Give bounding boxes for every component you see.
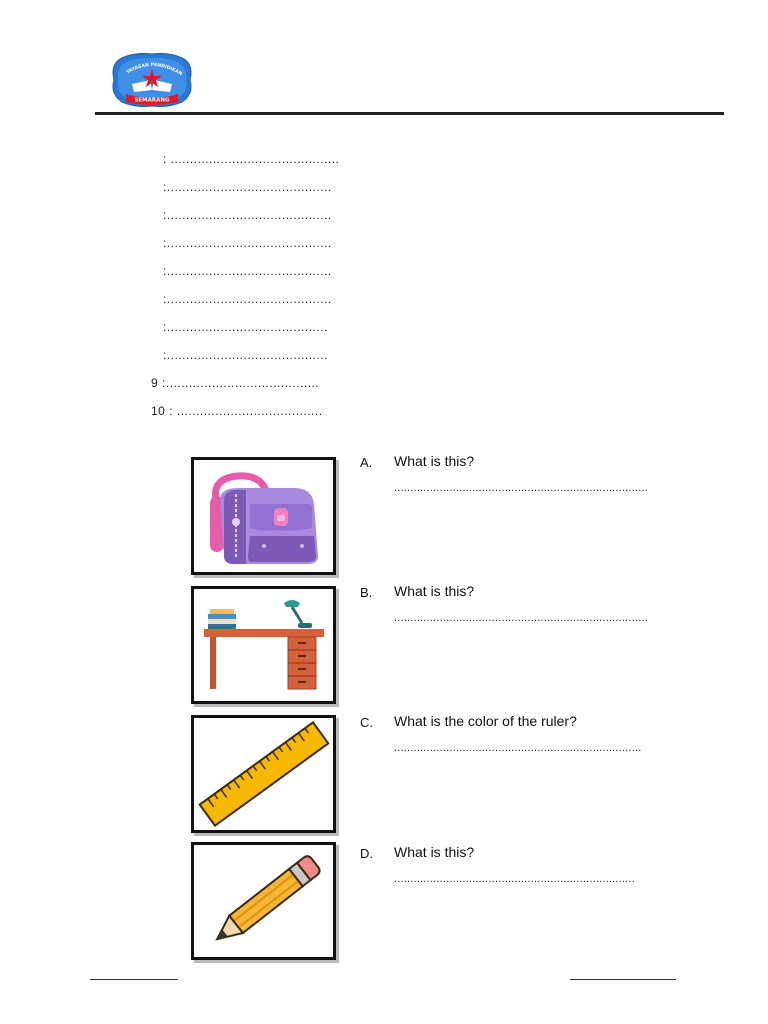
picture-frame-c [191,715,336,833]
answer-line-dots: :........................................... [163,180,332,194]
header-divider [95,112,724,115]
school-logo-icon [108,50,196,110]
footer-signature-line-right [570,979,676,980]
question-letter-c: C. [360,715,373,730]
answer-blank-d[interactable]: .......................................................................... [394,873,635,885]
answer-blank-b[interactable]: .............................................................................. [394,612,648,624]
answer-line-label: 9 [151,376,159,390]
answer-line-label: 10 [151,404,166,418]
answer-line-10[interactable] [151,404,323,418]
answer-line-5[interactable] [163,264,332,278]
ruler-icon [194,718,333,830]
answer-line-dots: :.......................................... [163,348,328,362]
answer-line-dots: :.......................................... [163,320,328,334]
answer-line-1[interactable] [163,152,339,166]
footer-signature-line-left [90,979,178,980]
school-logo [108,50,196,110]
answer-line-7[interactable] [163,320,328,334]
logo-arc-text: YAYASAN PENDIDIKAN [125,62,183,78]
answer-line-dots: : ............................................ [163,152,340,166]
desk-icon [194,589,333,701]
answer-line-dots: : ...................................... [165,404,323,418]
answer-blank-a[interactable]: .............................................................................. [394,482,648,494]
answer-line-9[interactable] [151,376,319,390]
answer-line-3[interactable] [163,208,332,222]
answer-line-8[interactable] [163,348,328,362]
answer-line-dots: :........................................... [163,236,332,250]
picture-frame-a [191,457,336,575]
picture-frame-b [191,586,336,704]
pencil-icon [194,845,333,957]
answer-line-dots: :........................................... [163,208,332,222]
question-text-c: What is the color of the ruler? [394,713,577,729]
logo-banner-text: SEMARANG [134,97,170,104]
question-text-b: What is this? [394,583,475,599]
answer-line-6[interactable] [163,292,332,306]
backpack-icon [194,460,333,572]
answer-line-dots: :........................................... [163,264,332,278]
answer-line-dots: :........................................ [158,376,320,390]
answer-line-4[interactable] [163,236,332,250]
question-text-a: What is this? [394,453,475,469]
picture-frame-d [191,842,336,960]
question-letter-d: D. [360,846,373,861]
question-text-d: What is this? [394,844,475,860]
answer-line-2[interactable] [163,180,332,194]
answer-blank-c[interactable]: ............................................................................ [394,742,642,754]
answer-line-dots: :........................................... [163,292,332,306]
question-letter-b: B. [360,585,373,600]
question-letter-a: A. [360,455,373,470]
